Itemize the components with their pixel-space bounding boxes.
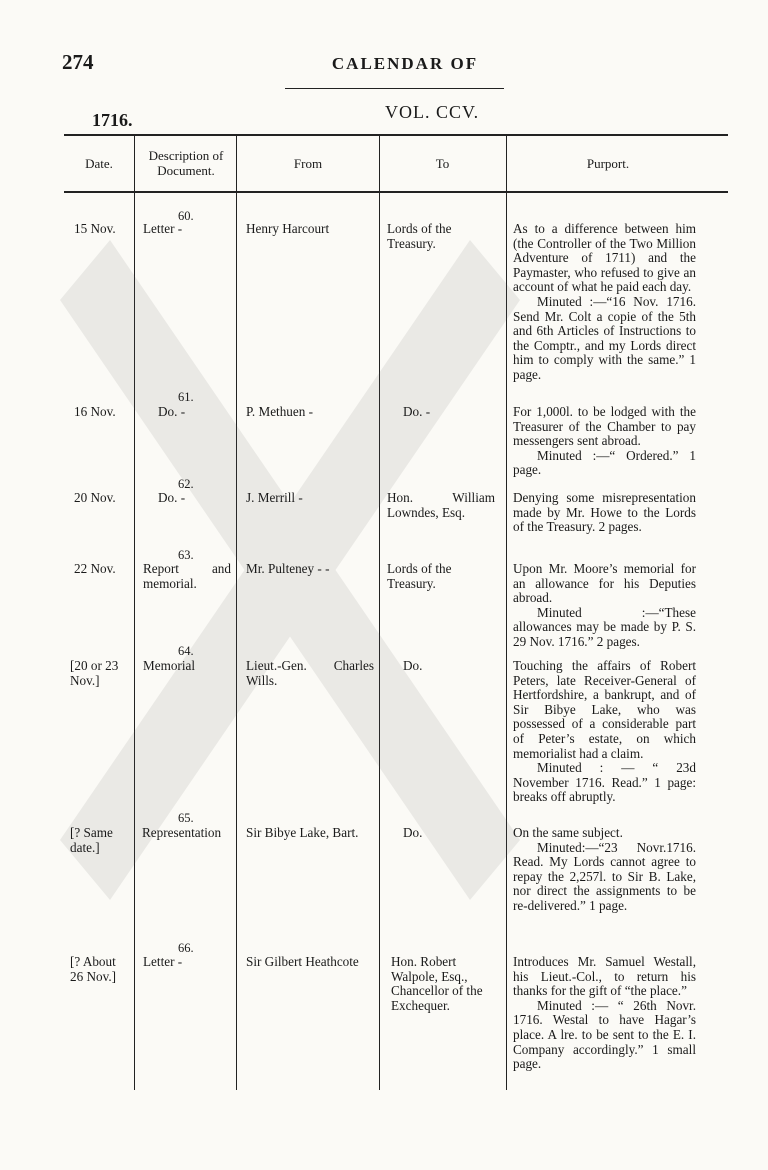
entry-description: Do. - bbox=[158, 490, 186, 505]
entry-purport bbox=[513, 659, 696, 805]
entry-date: 15 Nov. bbox=[74, 221, 116, 236]
entry-date: 20 Nov. bbox=[74, 490, 116, 505]
entry-date: [? About 26 Nov.] bbox=[70, 954, 117, 984]
column-divider-1 bbox=[134, 135, 135, 1090]
year-label: 1716. bbox=[92, 110, 133, 130]
entry-from: Henry Harcourt bbox=[246, 221, 330, 236]
volume-label: VOL. CCV. bbox=[385, 102, 480, 122]
entry-number: 63. bbox=[178, 548, 194, 562]
entry-from: Sir Gilbert Heathcote bbox=[246, 954, 359, 969]
entry-number: 62. bbox=[178, 477, 194, 491]
column-header-from: From bbox=[293, 156, 323, 171]
header-rule bbox=[285, 88, 504, 89]
minute-text: Minuted :—“ Ordered.” 1 page. bbox=[513, 447, 696, 478]
minute-text: Minuted : — “ 23d November 1716. Read.” 1 page: breaks off abruptly. bbox=[513, 760, 696, 805]
entry-from: Sir Bibye Lake, Bart. bbox=[246, 825, 359, 840]
entry-purport bbox=[513, 405, 696, 478]
column-header-purport: Purport. bbox=[586, 156, 630, 171]
minute-text: Minuted:—“23 Novr.1716. Read. My Lords cannot agree to repay the 2,257l. to Sir B. Lake, nor direct the assignments to be re-delivered.” 1 page. bbox=[513, 839, 696, 913]
entry-date: [20 or 23 Nov.] bbox=[70, 658, 119, 688]
entry-purport bbox=[513, 562, 696, 650]
entry-purport bbox=[513, 826, 696, 914]
entry-to: Lords of the Treasury. bbox=[387, 561, 452, 591]
entry-to: Lords of the Treasury. bbox=[387, 221, 452, 251]
minute-text: Minuted :—“16 Nov. 1716. Send Mr. Colt a copie of the 5th and 6th Articles of Instructions to the Comptr., and my Lords direct him to comply with the same.” 1 page. bbox=[513, 293, 696, 382]
entry-date: 22 Nov. bbox=[74, 561, 116, 576]
purport-text: Upon Mr. Moore’s memorial for an allowance for his Deputies abroad. bbox=[513, 561, 696, 606]
column-divider-3 bbox=[379, 135, 380, 1090]
entry-description: Letter - bbox=[143, 954, 183, 969]
entry-purport bbox=[513, 222, 696, 383]
column-header-date: Date. bbox=[85, 156, 113, 171]
column-header-to: To bbox=[435, 156, 450, 171]
entry-number: 60. bbox=[178, 209, 194, 223]
minute-text: Minuted :— “ 26th Novr. 1716. Westal to have Hagar’s place. A lre. to be sent to the E. I. Company accordingly.” 1 small page. bbox=[513, 997, 696, 1072]
entry-to: Hon. William Lowndes, Esq. bbox=[387, 490, 495, 520]
entry-number: 66. bbox=[178, 941, 194, 955]
entry-from: Mr. Pulteney - - bbox=[246, 561, 330, 576]
purport-text: Introduces Mr. Samuel Westall, his Lieut.-Col., to return his thanks for the gift of “the place.” bbox=[513, 954, 696, 999]
entry-to: Do. - bbox=[403, 404, 431, 419]
purport-text: For 1,000l. to be lodged with the Treasurer of the Chamber to pay messengers sent abroad. bbox=[513, 404, 696, 449]
running-head: CALENDAR OF bbox=[331, 54, 479, 73]
entry-date: [? Same date.] bbox=[70, 825, 113, 855]
entry-description: Memorial bbox=[143, 658, 196, 673]
entry-from: P. Methuen - bbox=[246, 404, 314, 419]
entry-description: Report and memorial. bbox=[143, 561, 231, 591]
entry-purport bbox=[513, 491, 696, 535]
entry-from: J. Merrill - bbox=[246, 490, 303, 505]
entry-to: Do. bbox=[403, 825, 423, 840]
entry-number: 65. bbox=[178, 811, 194, 825]
column-divider-2 bbox=[236, 135, 237, 1090]
column-divider-4 bbox=[506, 135, 507, 1090]
page-number: 274 bbox=[62, 50, 94, 74]
purport-text: As to a difference between him (the Controller of the Two Million Adventure of 1711) and the Paymaster, who refused to give an account of what he paid each day. bbox=[513, 221, 696, 295]
entry-number: 64. bbox=[178, 644, 194, 658]
purport-text: Denying some misrepresentation made by Mr. Howe to the Lords of the Treasury. 2 pages. bbox=[513, 490, 696, 535]
entry-from: Lieut.-Gen. Charles Wills. bbox=[246, 658, 374, 688]
table-header-bottom-rule bbox=[64, 191, 728, 193]
entry-to: Hon. Robert Walpole, Esq., Chancellor of the Exchequer. bbox=[391, 954, 483, 1013]
entry-description: Representation bbox=[142, 825, 222, 840]
entry-purport bbox=[513, 955, 696, 1072]
entry-description: Letter - bbox=[143, 221, 183, 236]
table-top-rule bbox=[64, 134, 728, 136]
entry-description: Do. - bbox=[158, 404, 186, 419]
purport-text: On the same subject. bbox=[513, 825, 623, 840]
entry-to: Do. bbox=[403, 658, 423, 673]
column-header-description: Description of Document. bbox=[148, 148, 224, 178]
purport-text: Touching the affairs of Robert Peters, late Receiver-General of Hertfordshire, a bankrupt, and of Sir Bibye Lake, who was possessed of a considerable part of Peter’s estate, on which memorialist had a claim. bbox=[513, 658, 696, 761]
entry-date: 16 Nov. bbox=[74, 404, 116, 419]
entry-number: 61. bbox=[178, 390, 194, 404]
minute-text: Minuted :—“These allowances may be made by P. S. 29 Nov. 1716.” 2 pages. bbox=[513, 604, 696, 649]
